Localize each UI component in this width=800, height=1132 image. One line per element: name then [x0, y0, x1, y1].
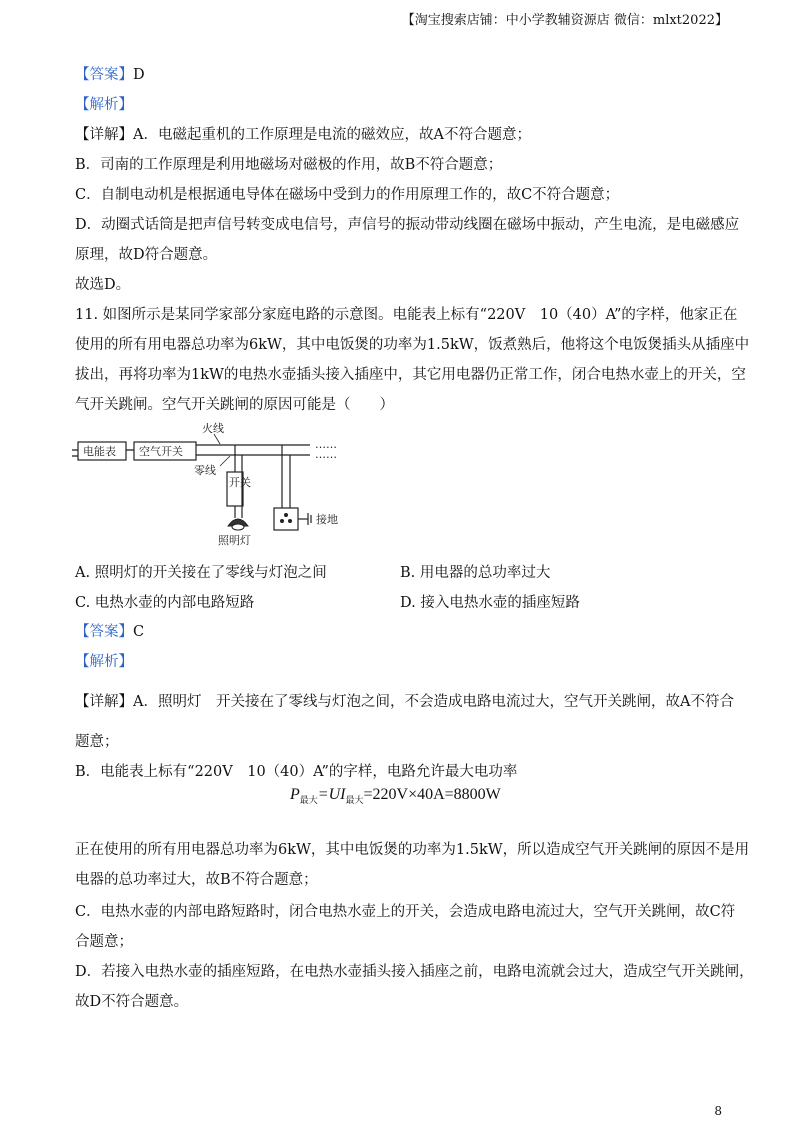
detail-text: 正在使用的所有用电器总功率为6kW，其中电饭煲的功率为1.5kW，所以造成空气开关跳闸的原因不是用 [75, 842, 750, 858]
socket-pin [280, 519, 284, 523]
formula-sub: 最大 [299, 795, 318, 806]
q10-answer-line [75, 63, 145, 84]
detail-text: B．电能表上标有“220V 10（40）A”的字样，电路允许最大电功率 [75, 764, 518, 780]
detail-text: 题意； [75, 734, 119, 750]
detail-tag: 【详解】 [75, 127, 133, 143]
dots: …… [315, 448, 337, 461]
page-number: 8 [714, 1104, 722, 1118]
detail-text: A．照明灯 开关接在了零线与灯泡之间，不会造成电路电流过大，空气开关跳闸，故A不符合 [133, 694, 734, 710]
formula-p: P [290, 786, 300, 803]
question-stem: 使用的所有用电器总功率为6kW，其中电饭煲的功率为1.5kW，饭煮熟后，他将这个电饭煲插头从插座中 [75, 337, 750, 353]
option-d: D. 接入电热水壶的插座短路 [400, 595, 580, 611]
question-stem: 气开关跳闸。空气开关跳闸的原因可能是（ ） [75, 397, 394, 413]
question-stem: 11. 如图所示是某同学家部分家庭电路的示意图。电能表上标有“220V 10（40）A”的字样，他家正在 [75, 307, 738, 323]
answer-value: D [133, 67, 145, 83]
q11-detail-line [75, 690, 734, 711]
detail-text: 原理，故D符合题意。 [75, 247, 218, 263]
detail-text: 电器的总功率过大，故B不符合题意； [75, 872, 318, 888]
detail-text: 合题意； [75, 934, 133, 950]
power-formula [290, 786, 501, 806]
bulb-icon [232, 524, 244, 530]
socket-icon [274, 508, 298, 530]
meter-label: 电能表 [83, 445, 116, 458]
socket-pin [288, 519, 292, 523]
option-b: B. 用电器的总功率过大 [400, 565, 551, 581]
header-note: 【淘宝搜索店铺：中小学教辅资源店 微信：mlxt2022】 [401, 13, 728, 28]
detail-text: D．若接入电热水壶的插座短路，在电热水壶插头接入插座之前，电路电流就会过大，造成空气开关跳闸， [75, 964, 754, 980]
dots: …… [315, 438, 337, 451]
detail-text: C．自制电动机是根据通电导体在磁场中受到力的作用原理工作的，故C不符合题意； [75, 187, 620, 203]
detail-text: B．司南的工作原理是利用地磁场对磁极的作用，故B不符合题意； [75, 157, 503, 173]
formula-ui: =UI [317, 786, 346, 803]
lamp-label: 照明灯 [218, 534, 251, 547]
breaker-label: 空气开关 [139, 445, 183, 458]
detail-text: D．动圈式话筒是把声信号转变成电信号，声信号的振动带动线圈在磁场中振动，产生电流，是电磁感应 [75, 217, 740, 233]
switch-label: 开关 [229, 476, 251, 489]
q11-answer-line [75, 620, 144, 641]
formula-rest: =220V×40A=8800W [363, 786, 501, 803]
analysis-tag: 【解析】 [75, 97, 133, 113]
live-label: 火线 [202, 422, 224, 435]
neutral-label: 零线 [194, 464, 216, 477]
option-c: C. 电热水壶的内部电路短路 [75, 595, 255, 611]
option-a: A. 照明灯的开关接在了零线与灯泡之间 [75, 565, 327, 581]
detail-text: 故选D。 [75, 277, 131, 293]
q10-detail-line [75, 123, 531, 144]
analysis-tag: 【解析】 [75, 654, 133, 670]
label-pointer [214, 434, 220, 444]
answer-value: C [133, 624, 145, 640]
detail-tag: 【详解】 [75, 694, 133, 710]
ground-label: 接地 [316, 513, 338, 526]
detail-text: C．电热水壶的内部电路短路时，闭合电热水壶上的开关，会造成电路电流过大，空气开关跳闸，故C符 [75, 904, 736, 920]
circuit-diagram [72, 420, 372, 550]
detail-text: A．电磁起重机的工作原理是电流的磁效应，故A不符合题意； [133, 127, 531, 143]
label-pointer [220, 456, 230, 466]
detail-text: 故D不符合题意。 [75, 994, 189, 1010]
formula-sub: 最大 [345, 795, 364, 806]
socket-pin [284, 513, 288, 517]
answer-tag: 【答案】 [75, 67, 133, 83]
question-stem: 拔出，再将功率为1kW的电热水壶插头接入插座中，其它用电器仍正常工作，闭合电热水壶上的开关，空 [75, 367, 746, 383]
answer-tag: 【答案】 [75, 624, 133, 640]
